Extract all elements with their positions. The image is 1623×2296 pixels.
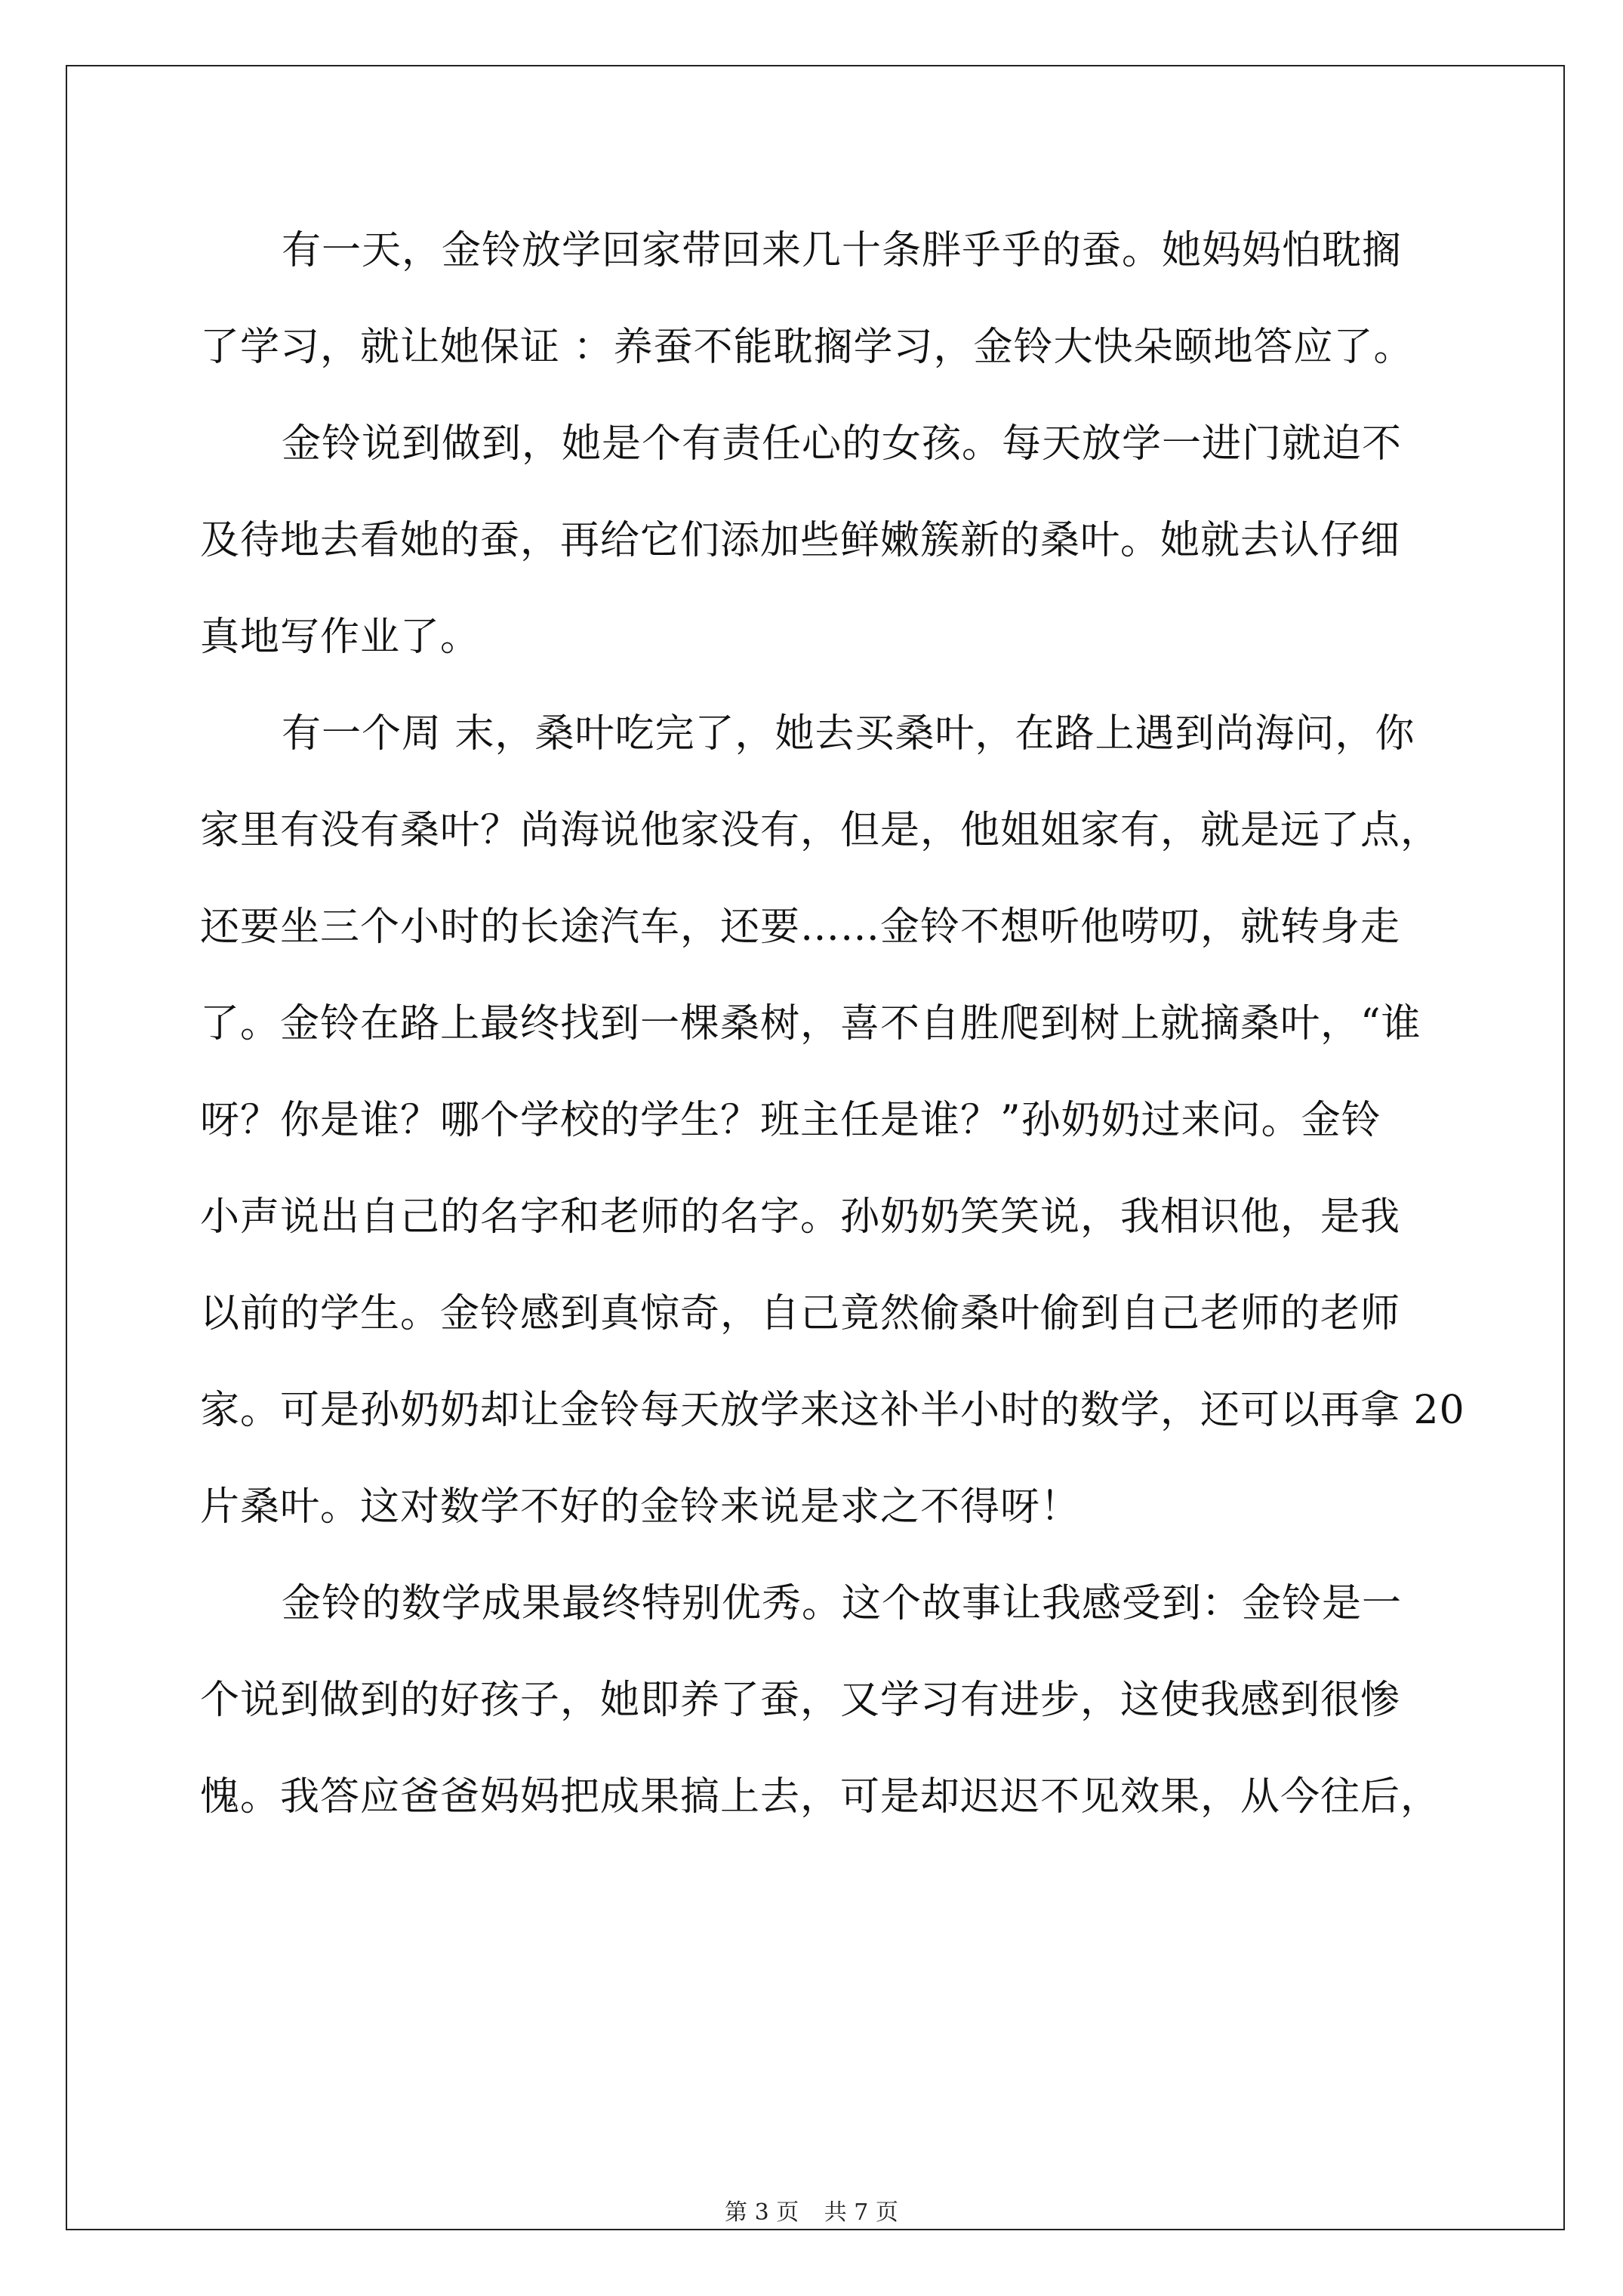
paragraph-2-line-3: 真地写作业了。: [200, 615, 481, 660]
paragraph-3-line-6: 小声说出自己的名字和老师的名字。孙奶奶笑笑说，我相识他，是我: [200, 1194, 1401, 1240]
paragraph-2-line-2: 及待地去看她的蚕，再给它们添加些鲜嫩簇新的桑叶。她就去认仔细: [200, 518, 1401, 563]
page-total: 共 7 页: [824, 2199, 898, 2226]
paragraph-3-line-4: 了。金铃在路上最终找到一棵桑树，喜不自胜爬到树上就摘桑叶，“谁: [200, 1001, 1421, 1046]
paragraph-3-line-3: 还要坐三个小时的长途汽车，还要……金铃不想听他唠叨，就转身走: [200, 905, 1401, 950]
paragraph-3-line-1: 有一个周 末，桑叶吃完了，她去买桑叶，在路上遇到尚海问，你: [282, 711, 1415, 757]
paragraph-1-line-2: 了学习，就让她保证 ：养蚕不能耽搁学习，金铃大快朵颐地答应了。: [200, 325, 1414, 370]
paragraph-3-line-7: 以前的学生。金铃感到真惊奇，自己竟然偷桑叶偷到自己老师的老师: [200, 1291, 1401, 1336]
document-body: [200, 202, 1465, 1845]
paragraph-4-line-1: 金铃的数学成果最终特别优秀。这个故事让我感受到：金铃是一: [282, 1581, 1403, 1626]
paragraph-3-line-5: 呀？你是谁？哪个学校的学生？班主任是谁？”孙奶奶过来问。金铃: [200, 1098, 1381, 1143]
page-number: 第 3 页: [725, 2199, 799, 2226]
paragraph-1-line-1: 有一天，金铃放学回家带回来几十条胖乎乎的蚕。她妈妈怕耽搁: [282, 228, 1403, 273]
paragraph-3-line-9: 片桑叶。这对数学不好的金铃来说是求之不得呀！: [200, 1484, 1081, 1530]
paragraph-4-line-2: 个说到做到的好孩子，她即养了蚕，又学习有进步，这使我感到很惨: [200, 1678, 1401, 1723]
paragraph-3-line-8: 家。可是孙奶奶却让金铃每天放学来这补半小时的数学，还可以再拿 20: [200, 1388, 1465, 1433]
page-footer: [0, 2193, 1623, 2227]
paragraph-3-line-2: 家里有没有桑叶？尚海说他家没有，但是，他姐姐家有，就是远了点，: [200, 808, 1441, 853]
paragraph-4-line-3: 愧。我答应爸爸妈妈把成果搞上去，可是却迟迟不见效果，从今往后，: [200, 1774, 1441, 1820]
paragraph-2-line-1: 金铃说到做到，她是个有责任心的女孩。每天放学一进门就迫不: [282, 421, 1403, 467]
